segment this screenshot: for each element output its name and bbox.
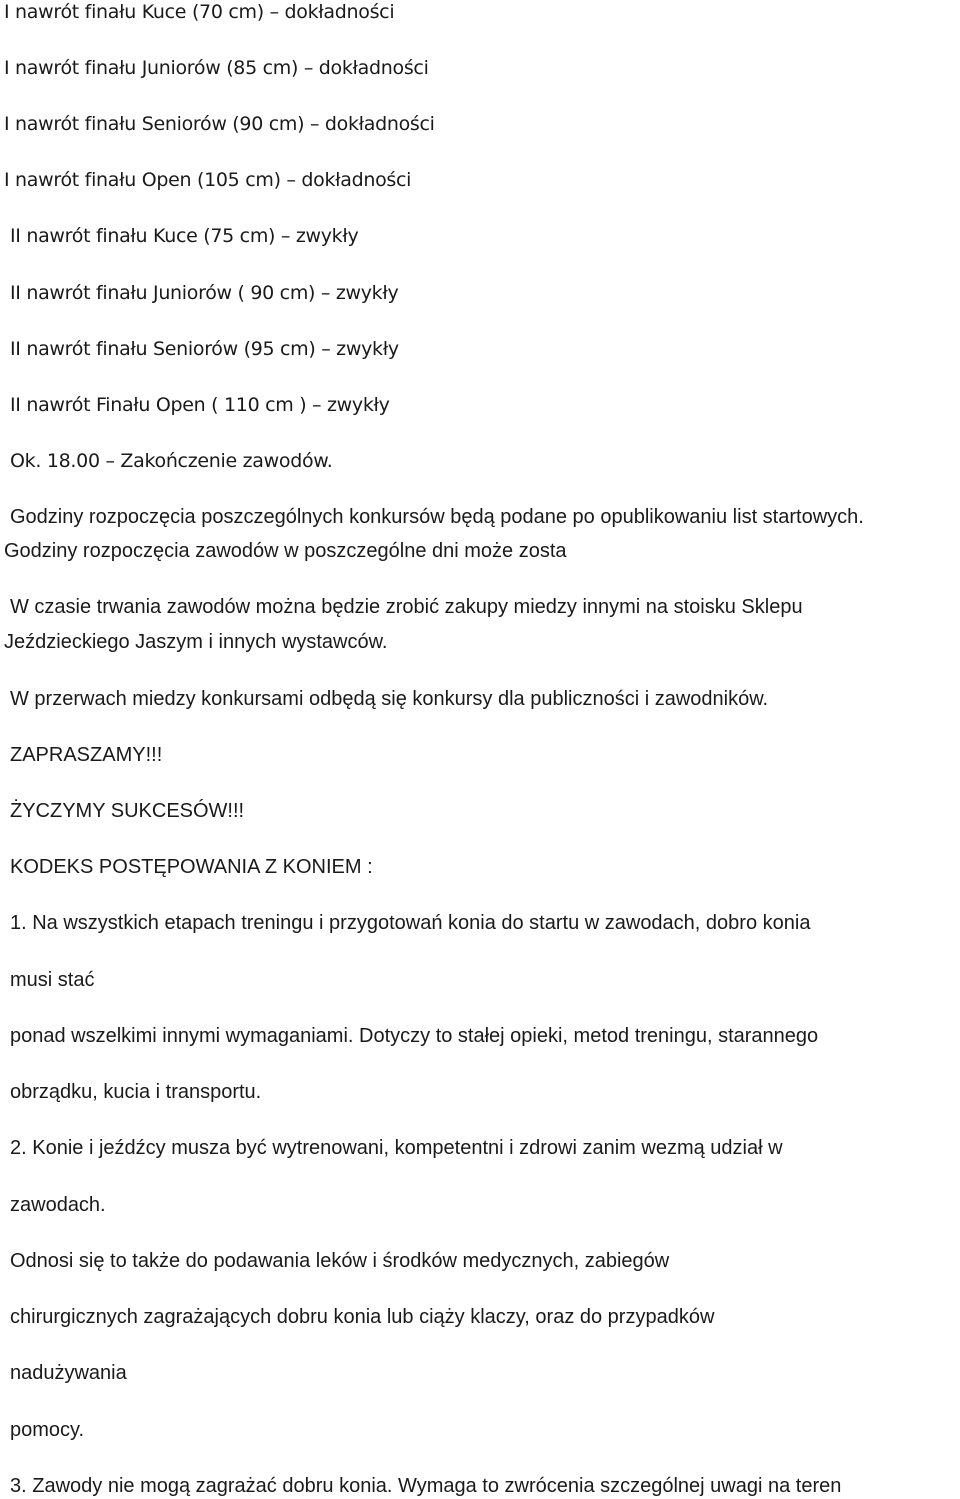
shop-note: W czasie trwania zawodów można będzie zrobić zakupy miedzy innymi na stoisku Sklepu	[10, 596, 803, 618]
code-line: obrządku, kucia i transportu.	[10, 1081, 262, 1103]
code-line: 1. Na wszystkich etapach treningu i przygotowań konia do startu w zawodach, dobro konia	[10, 912, 811, 934]
breaks-note: W przerwach miedzy konkursami odbędą się konkursy dla publiczności i zawodników.	[10, 688, 769, 710]
code-line: musi stać	[10, 969, 95, 991]
shop-note-2: Jeździeckiego Jaszym i innych wystawców.	[4, 631, 388, 653]
schedule-closing-line: Ok. 18.00 – Zakończenie zawodów.	[10, 450, 333, 472]
schedule-line: I nawrót finału Open (105 cm) – dokładności	[4, 169, 412, 191]
schedule-line: I nawrót finału Seniorów (90 cm) – dokładności	[4, 113, 435, 135]
code-line: chirurgicznych zagrażających dobru konia lub ciąży klaczy, oraz do przypadków	[10, 1306, 715, 1328]
schedule-line: I nawrót finału Juniorów (85 cm) – dokładności	[4, 57, 429, 79]
code-line: zawodach.	[10, 1194, 106, 1216]
code-line: ponad wszelkimi innymi wymaganiami. Dotyczy to stałej opieki, metod treningu, starannego	[10, 1025, 819, 1047]
invite-text: ZAPRASZAMY!!!	[10, 744, 163, 766]
schedule-line: II nawrót finału Kuce (75 cm) – zwykły	[10, 225, 359, 247]
start-times-note: Godziny rozpoczęcia poszczególnych konkursów będą podane po opublikowaniu list startowych.	[10, 506, 864, 528]
code-line: 2. Konie i jeźdźcy musza być wytrenowani, kompetentni i zdrowi zanim wezmą udział w	[10, 1137, 783, 1159]
wish-text: ŻYCZYMY SUKCESÓW!!!	[10, 800, 245, 822]
schedule-line: II nawrót finału Seniorów (95 cm) – zwykły	[10, 338, 399, 360]
schedule-line: II nawrót Finału Open ( 110 cm ) – zwykły	[10, 394, 390, 416]
code-line: pomocy.	[10, 1419, 85, 1441]
start-times-note-2: Godziny rozpoczęcia zawodów w poszczególne dni może zosta	[4, 540, 567, 562]
code-line: nadużywania	[10, 1362, 127, 1384]
schedule-line: II nawrót finału Juniorów ( 90 cm) – zwykły	[10, 282, 399, 304]
code-line: Odnosi się to także do podawania leków i środków medycznych, zabiegów	[10, 1250, 670, 1272]
schedule-line: I nawrót finału Kuce (70 cm) – dokładności	[4, 1, 395, 23]
code-line: 3. Zawody nie mogą zagrażać dobru konia. Wymaga to zwrócenia szczególnej uwagi na teren	[10, 1475, 842, 1497]
code-heading: KODEKS POSTĘPOWANIA Z KONIEM :	[10, 856, 373, 878]
